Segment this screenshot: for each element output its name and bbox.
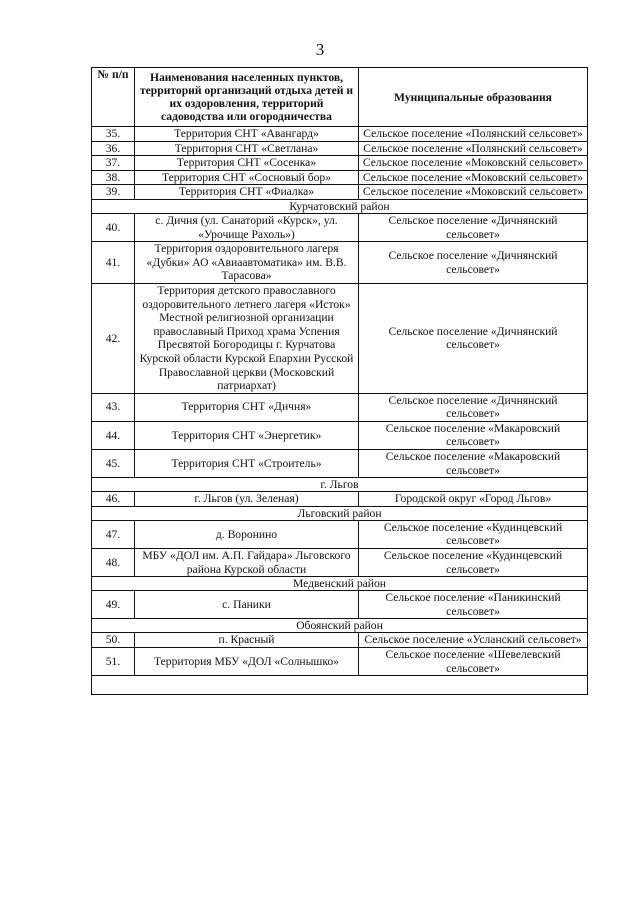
settlement-name: Территория СНТ «Энергетик» — [135, 421, 359, 449]
section-row — [92, 199, 588, 213]
table-row — [92, 549, 588, 577]
section-row — [92, 506, 588, 520]
row-number: 41. — [92, 242, 135, 284]
municipality-name: Сельское поселение «Полянский сельсовет» — [359, 141, 588, 156]
settlements-table — [91, 67, 588, 695]
row-number: 43. — [92, 393, 135, 421]
municipality-name: Сельское поселение «Макаровский сельсовет» — [359, 450, 588, 478]
row-number: 37. — [92, 156, 135, 171]
settlement-name: Территория СНТ «Сосенка» — [135, 156, 359, 171]
table-end-cell — [92, 676, 588, 695]
table-row — [92, 492, 588, 507]
municipality-name: Сельское поселение «Усланский сельсовет» — [359, 633, 588, 648]
municipality-name: Сельское поселение «Дичнянский сельсовет» — [359, 393, 588, 421]
municipality-name: Сельское поселение «Моковский сельсовет» — [359, 170, 588, 185]
settlement-name: Территория СНТ «Авангард» — [135, 127, 359, 142]
municipality-name: Сельское поселение «Паникинский сельсовет» — [359, 591, 588, 619]
row-number: 45. — [92, 450, 135, 478]
header-name: Наименования населенных пунктов, территорий организаций отдыха детей и их оздоровления, территорий садоводства или огородничества — [135, 68, 359, 127]
table-row — [92, 520, 588, 548]
municipality-name: Сельское поселение «Макаровский сельсовет» — [359, 421, 588, 449]
settlement-name: д. Воронино — [135, 520, 359, 548]
row-number: 44. — [92, 421, 135, 449]
table-row — [92, 156, 588, 171]
municipality-name: Сельское поселение «Кудинцевский сельсовет» — [359, 549, 588, 577]
row-number: 38. — [92, 170, 135, 185]
row-number: 40. — [92, 213, 135, 241]
table-row — [92, 591, 588, 619]
section-title: Медвенский район — [92, 577, 588, 591]
settlement-name: с. Паники — [135, 591, 359, 619]
section-title: Обоянский район — [92, 619, 588, 633]
table-row — [92, 213, 588, 241]
municipality-name: Сельское поселение «Кудинцевский сельсовет» — [359, 520, 588, 548]
settlement-name: Территория СНТ «Светлана» — [135, 141, 359, 156]
table-row — [92, 648, 588, 676]
settlement-name: Территория детского православного оздоровительного летнего лагеря «Исток» Местной религиозной организации православный Приход храма Успения Пресвятой Богородицы г. Курчатова Курской области Курской Епархии Русской Православной церкви (Московский патриархат) — [135, 283, 359, 393]
row-number: 36. — [92, 141, 135, 156]
section-title: г. Льгов — [92, 478, 588, 492]
settlement-name: Территория СНТ «Сосновый бор» — [135, 170, 359, 185]
municipality-name: Сельское поселение «Моковский сельсовет» — [359, 185, 588, 200]
settlement-name: Территория СНТ «Дичня» — [135, 393, 359, 421]
row-number: 42. — [92, 283, 135, 393]
table-row — [92, 421, 588, 449]
municipality-name: Городской округ «Город Льгов» — [359, 492, 588, 507]
settlement-name: Территория МБУ «ДОЛ «Солнышко» — [135, 648, 359, 676]
table-header-row — [92, 68, 588, 127]
settlement-name: с. Дичня (ул. Санаторий «Курск», ул. «Урочище Рахоль») — [135, 213, 359, 241]
settlement-name: г. Льгов (ул. Зеленая) — [135, 492, 359, 507]
municipality-name: Сельское поселение «Дичнянский сельсовет» — [359, 213, 588, 241]
table-row — [92, 141, 588, 156]
table-row — [92, 170, 588, 185]
header-num: № п/п — [92, 68, 135, 127]
table-row — [92, 185, 588, 200]
table-end-row — [92, 676, 588, 695]
table-row — [92, 393, 588, 421]
table-body — [92, 127, 588, 676]
header-municipality: Муниципальные образования — [359, 68, 588, 127]
table-row — [92, 450, 588, 478]
section-row — [92, 619, 588, 633]
section-row — [92, 577, 588, 591]
row-number: 51. — [92, 648, 135, 676]
row-number: 48. — [92, 549, 135, 577]
settlement-name: п. Красный — [135, 633, 359, 648]
page-number: 3 — [315, 40, 325, 59]
municipality-name: Сельское поселение «Дичнянский сельсовет» — [359, 283, 588, 393]
municipality-name: Сельское поселение «Моковский сельсовет» — [359, 156, 588, 171]
settlement-name: Территория СНТ «Фиалка» — [135, 185, 359, 200]
section-title: Курчатовский район — [92, 199, 588, 213]
row-number: 49. — [92, 591, 135, 619]
table-row — [92, 633, 588, 648]
municipality-name: Сельское поселение «Полянский сельсовет» — [359, 127, 588, 142]
row-number: 50. — [92, 633, 135, 648]
municipality-name: Сельское поселение «Дичнянский сельсовет» — [359, 242, 588, 284]
row-number: 47. — [92, 520, 135, 548]
municipality-name: Сельское поселение «Шевелевский сельсовет» — [359, 648, 588, 676]
settlement-name: Территория СНТ «Строитель» — [135, 450, 359, 478]
section-title: Льговский район — [92, 506, 588, 520]
row-number: 35. — [92, 127, 135, 142]
table-row — [92, 283, 588, 393]
settlement-name: Территория оздоровительного лагеря «Дубки» АО «Авиаавтоматика» им. В.В. Тарасова» — [135, 242, 359, 284]
table-row — [92, 242, 588, 284]
settlement-name: МБУ «ДОЛ им. А.П. Гайдара» Льговского района Курской области — [135, 549, 359, 577]
table-row — [92, 127, 588, 142]
row-number: 46. — [92, 492, 135, 507]
row-number: 39. — [92, 185, 135, 200]
section-row — [92, 478, 588, 492]
